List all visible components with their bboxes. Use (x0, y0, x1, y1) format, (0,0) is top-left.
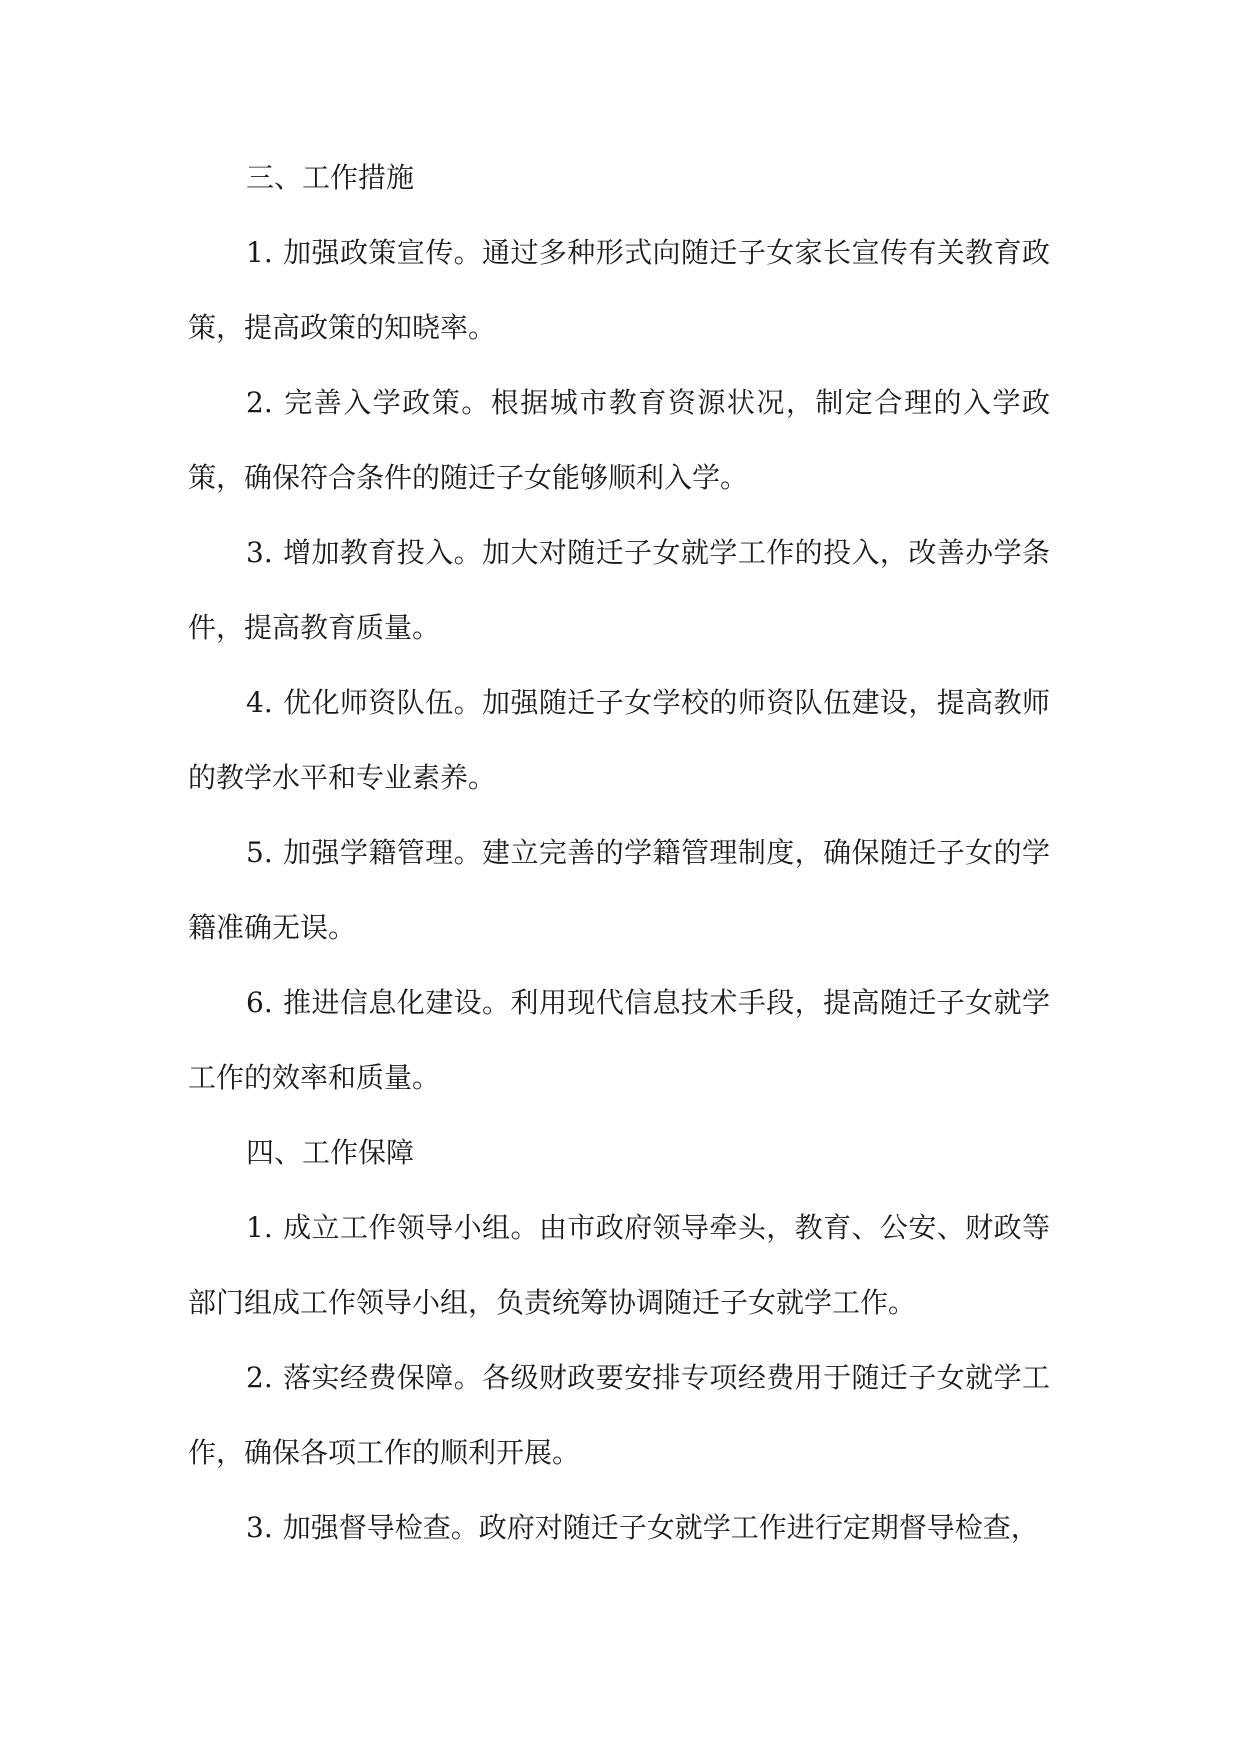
item-number: 1. (246, 236, 273, 269)
item-text: 加强学籍管理。建立完善的学籍管理制度，确保随迁子女的学籍准确无误。 (188, 836, 1050, 944)
measure-item-5 (188, 815, 1050, 965)
item-text: 增加教育投入。加大对随迁子女就学工作的投入，改善办学条件，提高教育质量。 (188, 536, 1050, 644)
item-number: 4. (246, 686, 273, 719)
measure-item-2 (188, 365, 1050, 515)
measure-item-4 (188, 665, 1050, 815)
item-number: 6. (246, 986, 273, 1019)
item-number: 3. (246, 1511, 273, 1544)
measure-item-3 (188, 515, 1050, 665)
guarantee-item-1 (188, 1190, 1050, 1340)
measure-item-6 (188, 965, 1050, 1115)
document-body (188, 140, 1050, 1565)
item-number: 2. (246, 1361, 273, 1394)
item-number: 3. (246, 536, 273, 569)
item-text: 加强督导检查。政府对随迁子女就学工作进行定期督导检查， (282, 1511, 1039, 1544)
section-heading-measures: 三、工作措施 (246, 161, 415, 194)
section-heading-guarantee: 四、工作保障 (246, 1136, 415, 1169)
item-text: 优化师资队伍。加强随迁子女学校的师资队伍建设，提高教师的教学水平和专业素养。 (188, 686, 1050, 794)
item-text: 成立工作领导小组。由市政府领导牵头，教育、公安、财政等部门组成工作领导小组，负责统筹协调随迁子女就学工作。 (188, 1211, 1050, 1319)
item-text: 完善入学政策。根据城市教育资源状况，制定合理的入学政策，确保符合条件的随迁子女能够顺利入学。 (188, 386, 1050, 494)
item-number: 5. (246, 836, 273, 869)
measure-item-1 (188, 215, 1050, 365)
item-text: 推进信息化建设。利用现代信息技术手段，提高随迁子女就学工作的效率和质量。 (188, 986, 1050, 1094)
item-text: 加强政策宣传。通过多种形式向随迁子女家长宣传有关教育政策，提高政策的知晓率。 (188, 236, 1050, 344)
item-text: 落实经费保障。各级财政要安排专项经费用于随迁子女就学工作，确保各项工作的顺利开展。 (188, 1361, 1050, 1469)
guarantee-item-3 (188, 1490, 1050, 1565)
guarantee-item-2 (188, 1340, 1050, 1490)
item-number: 1. (246, 1211, 273, 1244)
item-number: 2. (246, 386, 273, 419)
